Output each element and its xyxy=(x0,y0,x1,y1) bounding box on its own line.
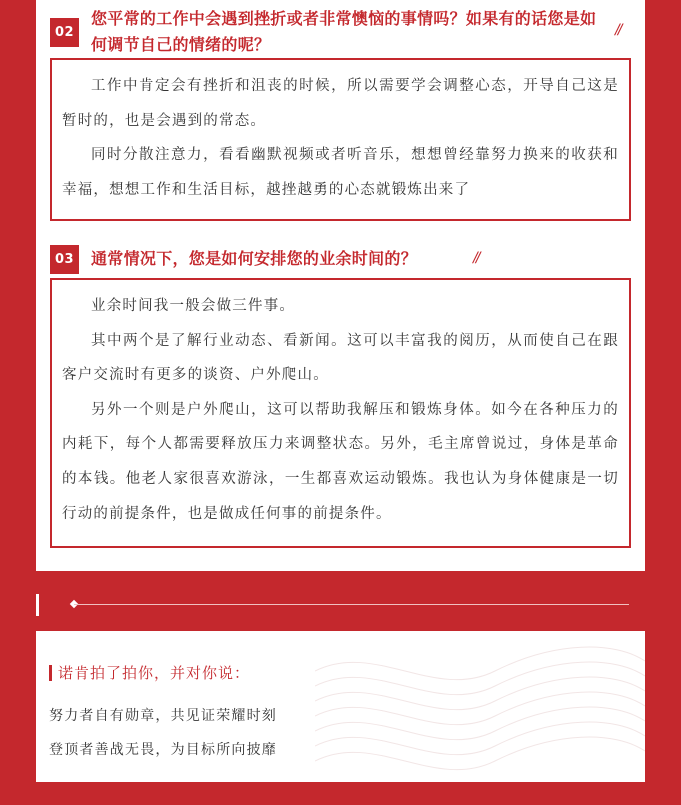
closing-panel xyxy=(36,631,645,782)
closing-title: 诺肯拍了拍你，并对你说： xyxy=(58,664,251,682)
question-number-badge: 02 xyxy=(50,18,79,47)
wave-pattern-icon xyxy=(315,631,645,782)
answer-paragraph: 工作中肯定会有挫折和沮丧的时候，所以需要学会调整心态，开导自己这是暂时的，也是会遇到的常态。 xyxy=(62,78,619,129)
divider-bar xyxy=(36,594,39,616)
slash-decoration-icon: // xyxy=(473,250,479,266)
question-title: 您平常的工作中会遇到挫折或者非常懊恼的事情吗？如果有的话您是如何调节自己的情绪的呢？ xyxy=(91,9,597,54)
answer-paragraph: 业余时间我一般会做三件事。 xyxy=(91,298,296,314)
slash-decoration-icon: // xyxy=(615,22,621,38)
answer-paragraph: 另外一个则是户外爬山，这可以帮助我解压和锻炼身体。如今在各种压力的内耗下，每个人都需要释放压力来调整状态。另外，毛主席曾说过，身体是革命的本钱。他老人家很喜欢游泳，一生都喜欢运动锻炼。我也认为身体健康是一切行动的前提条件，也是做成任何事的前提条件。 xyxy=(62,401,619,522)
answer-box xyxy=(50,278,631,548)
interview-panel xyxy=(36,0,645,571)
question-title: 通常情况下，您是如何安排您的业余时间的？ xyxy=(91,249,418,268)
title-accent-bar xyxy=(49,665,52,681)
answer-box xyxy=(50,58,631,221)
answer-paragraph: 同时分散注意力，看看幽默视频或者听音乐，想想曾经靠努力换来的收获和幸福，想想工作和生活目标，越挫越勇的心态就锻炼出来了 xyxy=(62,147,619,198)
divider-line xyxy=(74,604,629,605)
answer-paragraph: 其中两个是了解行业动态、看新闻。这可以丰富我的阅历，从而使自己在跟客户交流时有更多的谈资、户外爬山。 xyxy=(62,332,619,384)
closing-line: 登顶者善战无畏，为目标所向披靡 xyxy=(49,742,277,758)
closing-line: 努力者自有勋章，共见证荣耀时刻 xyxy=(49,708,277,724)
question-number-badge: 03 xyxy=(50,245,79,274)
